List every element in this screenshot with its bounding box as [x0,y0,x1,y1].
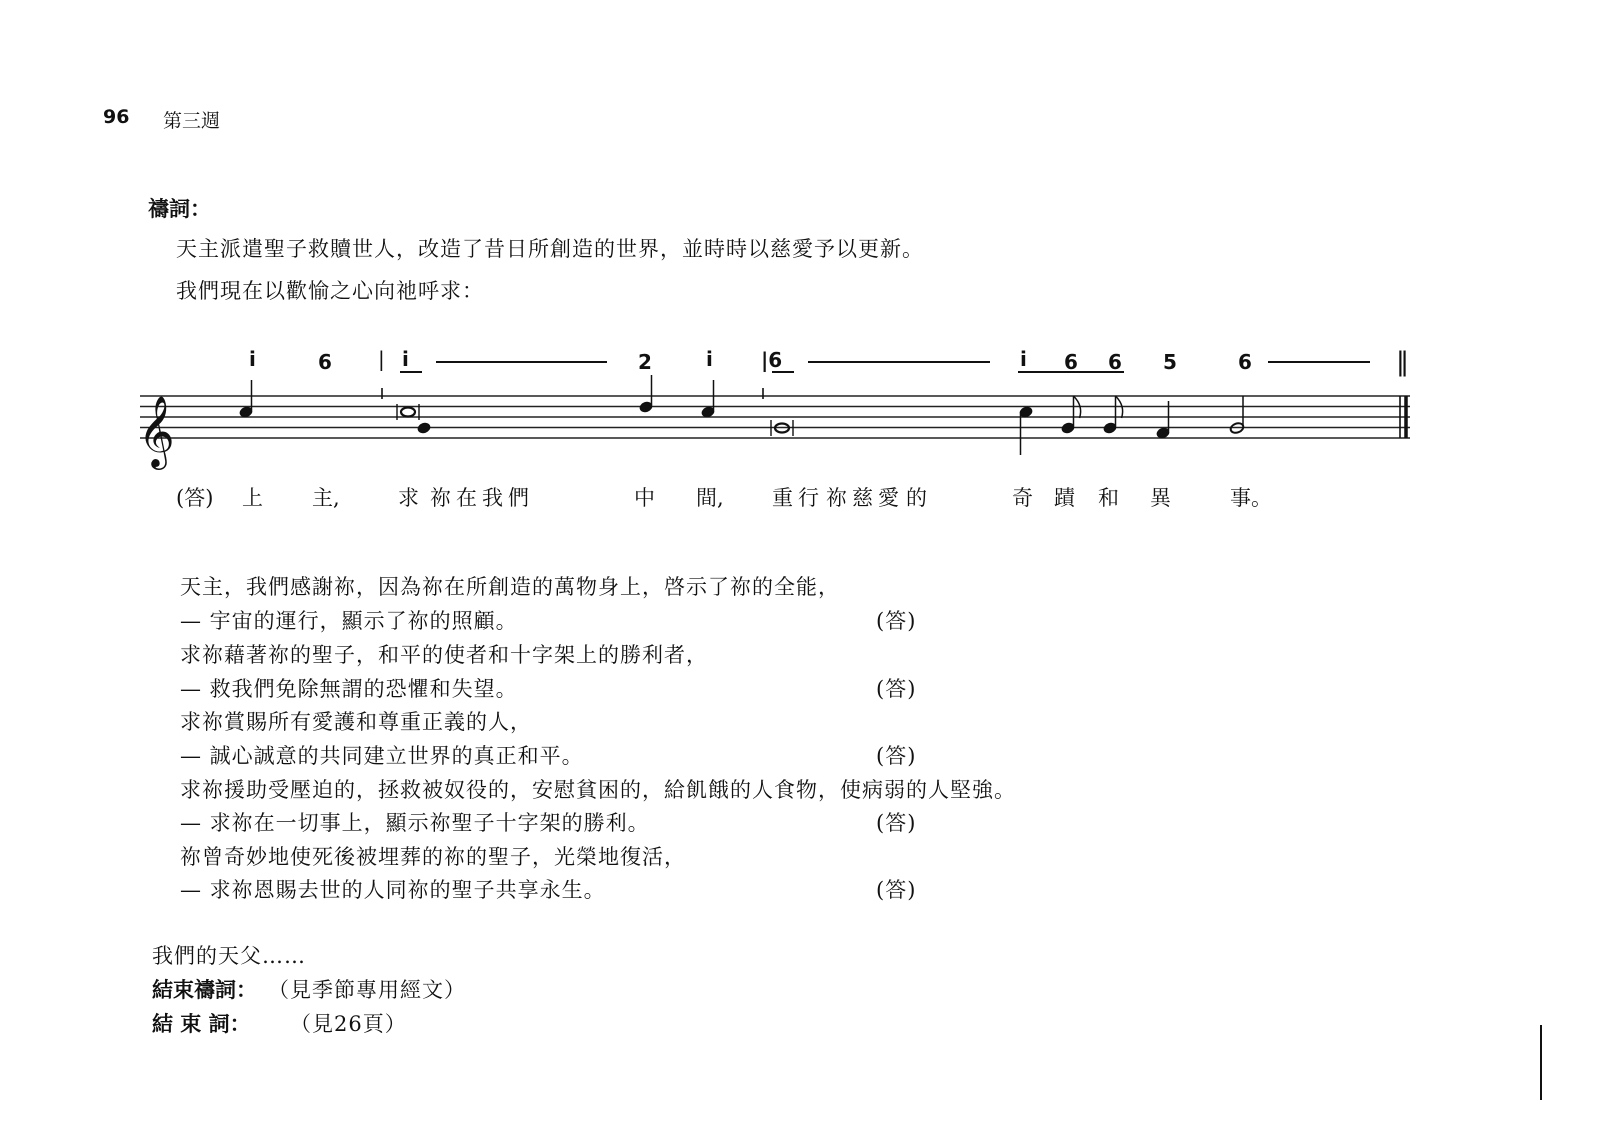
jianpu-note: 6 [1238,350,1252,374]
jianpu-note: i [1020,347,1027,371]
petition-2: 求祢藉著祢的聖子，和平的使者和十字架上的勝利者， [180,643,708,667]
lyric-syllable: 祢 [430,486,451,510]
intro-line-2: 我們現在以歡愉之心向祂呼求： [176,279,484,303]
lyric-syllable: 中 [634,486,655,510]
intro-line-1: 天主派遣聖子救贖世人，改造了昔日所創造的世界，並時時以慈愛予以更新。 [176,237,924,261]
lyric-syllable: 求 [398,486,419,510]
page-header: 第三週 [163,110,221,132]
lyric-syllable: 重 [772,486,793,510]
response-mark-5: (答) [876,878,917,902]
lyric-syllable: 間, [696,486,724,510]
prayer-label: 禱詞： [148,197,211,221]
lyric-syllable: 愛 [878,486,899,510]
svg-text:𝄞: 𝄞 [138,394,175,467]
lyric-syllable: 慈 [852,486,873,510]
lyric-syllable: 我 [482,486,503,510]
lyric-syllable: 事。 [1230,486,1272,510]
lyric-syllable: 奇 [1012,486,1033,510]
response-mark-3: (答) [876,744,917,768]
jianpu-note: 5 [1163,350,1177,374]
jianpu-barline: | [378,347,385,371]
lyric-syllable: 和 [1098,486,1119,510]
petition-1: 天主，我們感謝祢，因為祢在所創造的萬物身上，啓示了祢的全能， [180,575,840,599]
lords-prayer: 我們的天父…… [152,944,306,968]
petition-5: 祢曾奇妙地使死後被埋葬的祢的聖子，光榮地復活， [180,845,686,869]
response-mark-2: (答) [876,677,917,701]
response-2: — 救我們免除無謂的恐懼和失望。 [180,677,518,701]
page-number: 96 [103,106,130,128]
jianpu-note: 6 [1064,350,1078,374]
response-mark-1: (答) [876,609,917,633]
jianpu-final-barline: ‖ [1396,347,1409,377]
response-5: — 求祢恩賜去世的人同祢的聖子共享永生。 [180,878,606,902]
jianpu-note: |6 [761,348,783,372]
lyric-syllable: 們 [508,486,529,510]
response-mark-4: (答) [876,811,917,835]
page-edge-mark [1540,1025,1542,1100]
response-3: — 誠心誠意的共同建立世界的真正和平。 [180,744,584,768]
lyric-syllable: 行 [798,486,819,510]
jianpu-note: 6 [1108,350,1122,374]
lyric-syllable: 主, [312,486,340,510]
lyric-syllable: 異 [1150,486,1171,510]
lyric-syllable: 的 [906,486,927,510]
lyric-syllable: 上 [242,486,263,510]
lyric-syllable: 祢 [826,486,847,510]
jianpu-note: i [402,347,409,371]
closing-prayer-text: （見季節專用經文） [268,978,466,1002]
petition-4: 求祢援助受壓迫的，拯救被奴役的，安慰貧困的，給飢餓的人食物，使病弱的人堅強。 [180,778,1016,802]
petition-3: 求祢賞賜所有愛護和尊重正義的人， [180,710,532,734]
dismissal-text: （見26頁） [290,1012,407,1036]
response-1: — 宇宙的運行，顯示了祢的照顧。 [180,609,518,633]
jianpu-note: i [249,347,256,371]
jianpu-note: i [706,347,713,371]
lyric-syllable: 在 [456,486,477,510]
closing-prayer-label: 結束禱詞： [152,978,257,1002]
jianpu-note: 2 [638,350,652,374]
dismissal-label: 結 束 詞： [152,1012,251,1036]
lyric-syllable: 蹟 [1054,486,1075,510]
lyric-response-mark: (答) [176,486,214,510]
jianpu-note: 6 [318,350,332,374]
response-4: — 求祢在一切事上，顯示祢聖子十字架的勝利。 [180,811,650,835]
